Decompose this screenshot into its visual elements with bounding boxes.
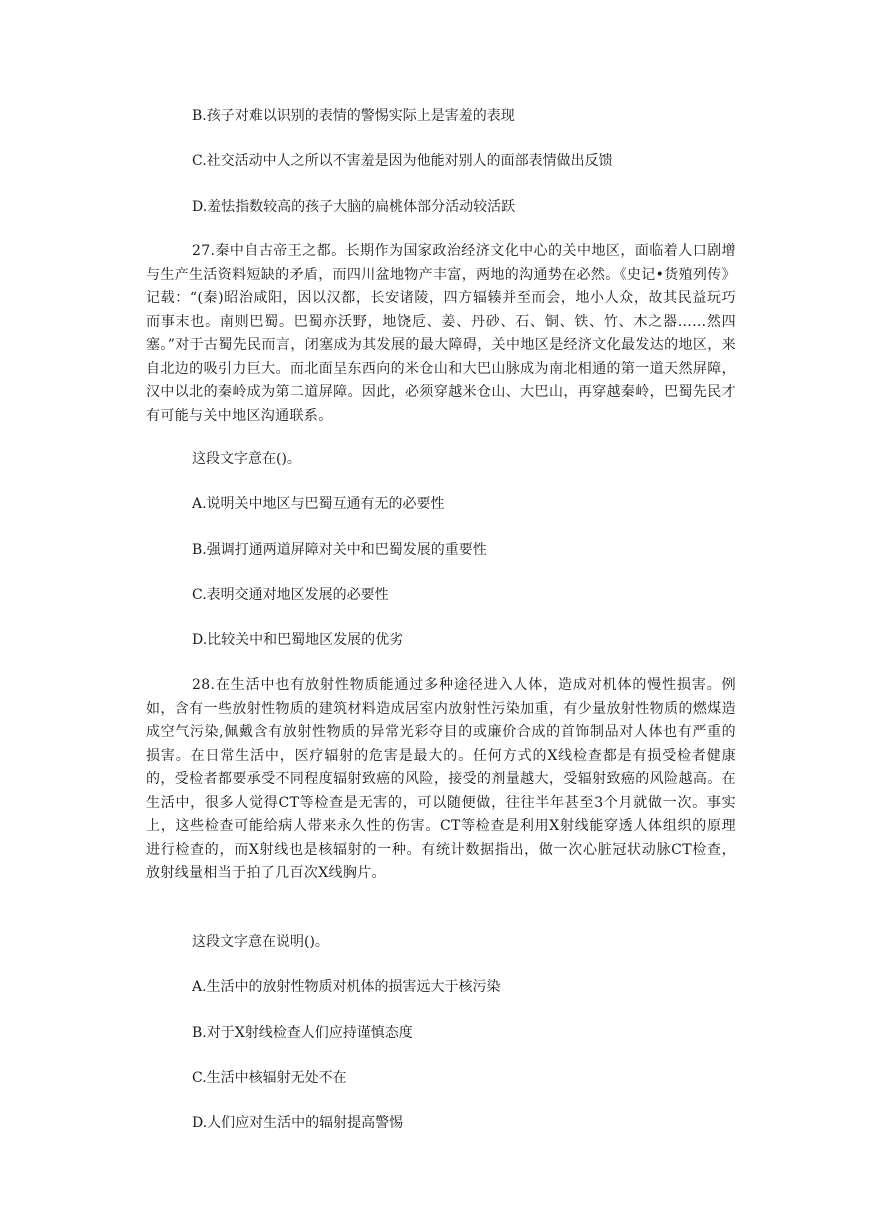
- q28-option-a: A.生活中的放射性物质对机体的损害远大于核污染: [192, 979, 501, 995]
- q28-question: 这段文字意在说明()。: [192, 934, 329, 950]
- q27-option-b: B.强调打通两道屏障对关中和巴蜀发展的重要性: [192, 542, 487, 558]
- q28-option-c: C.生活中核辐射无处不在: [192, 1070, 347, 1086]
- q27-option-d: D.比较关中和巴蜀地区发展的优劣: [192, 632, 404, 648]
- q27-option-c: C.表明交通对地区发展的必要性: [192, 587, 389, 603]
- q26-option-d: D.羞怯指数较高的孩子大脑的扁桃体部分活动较活跃: [192, 199, 516, 215]
- q27-option-a: A.说明关中地区与巴蜀互通有无的必要性: [192, 496, 445, 512]
- q26-option-c: C.社交活动中人之所以不害羞是因为他能对别人的面部表情做出反馈: [192, 153, 613, 169]
- q28-option-d: D.人们应对生活中的辐射提高警惕: [192, 1115, 404, 1131]
- q26-option-b: B.孩子对难以识别的表情的警惕实际上是害羞的表现: [192, 108, 515, 124]
- q28-option-b: B.对于X射线检查人们应持谨慎态度: [192, 1025, 413, 1041]
- q27-question: 这段文字意在()。: [192, 451, 301, 467]
- q27-passage: 27.秦中自古帝王之都。长期作为国家政治经济文化中心的关中地区，面临着人口剧增与生产生活资料短缺的矛盾，而四川盆地物产丰富，两地的沟通势在必然。《史记•货殖列传》记载：“(秦)昭治咸阳，因以汉都，长安诸陵，四方辐辏并至而会，地小人众，故其民益玩巧而事末也。南则巴蜀。巴蜀亦沃野，地饶卮、姜、丹砂、石、铜、铁、竹、木之器……然四塞。”对于古蜀先民而言，闭塞成为其发展的最大障碍，关中地区是经济文化最发达的地区，来自北边的吸引力巨大。而北面呈东西向的米仓山和大巴山脉成为南北相通的第一道天然屏障，汉中以北的秦岭成为第二道屏障。因此，必须穿越米仓山、大巴山，再穿越秦岭，巴蜀先民才有可能与关中地区沟通联系。: [146, 243, 736, 424]
- q28-passage: 28.在生活中也有放射性物质能通过多种途径进入人体，造成对机体的慢性损害。例如，含有一些放射性物质的建筑材料造成居室内放射性污染加重，有少量放射性物质的燃煤造成空气污染,佩戴含有放射性物质的异常光彩夺目的或廉价合成的首饰制品对人体也有严重的损害。在日常生活中，医疗辐射的危害是最大的。任何方式的X线检查都是有损受检者健康的，受检者都要承受不同程度辐射致癌的风险，接受的剂量越大，受辐射致癌的风险越高。在生活中，很多人觉得CT等检查是无害的，可以随便做，往往半年甚至3个月就做一次。事实上，这些检查可能给病人带来永久性的伤害。CT等检查是利用X射线能穿透人体组织的原理进行检查的，而X射线也是核辐射的一种。有统计数据指出，做一次心脏冠状动脉CT检查，放射线量相当于拍了几百次X线胸片。: [146, 677, 736, 881]
